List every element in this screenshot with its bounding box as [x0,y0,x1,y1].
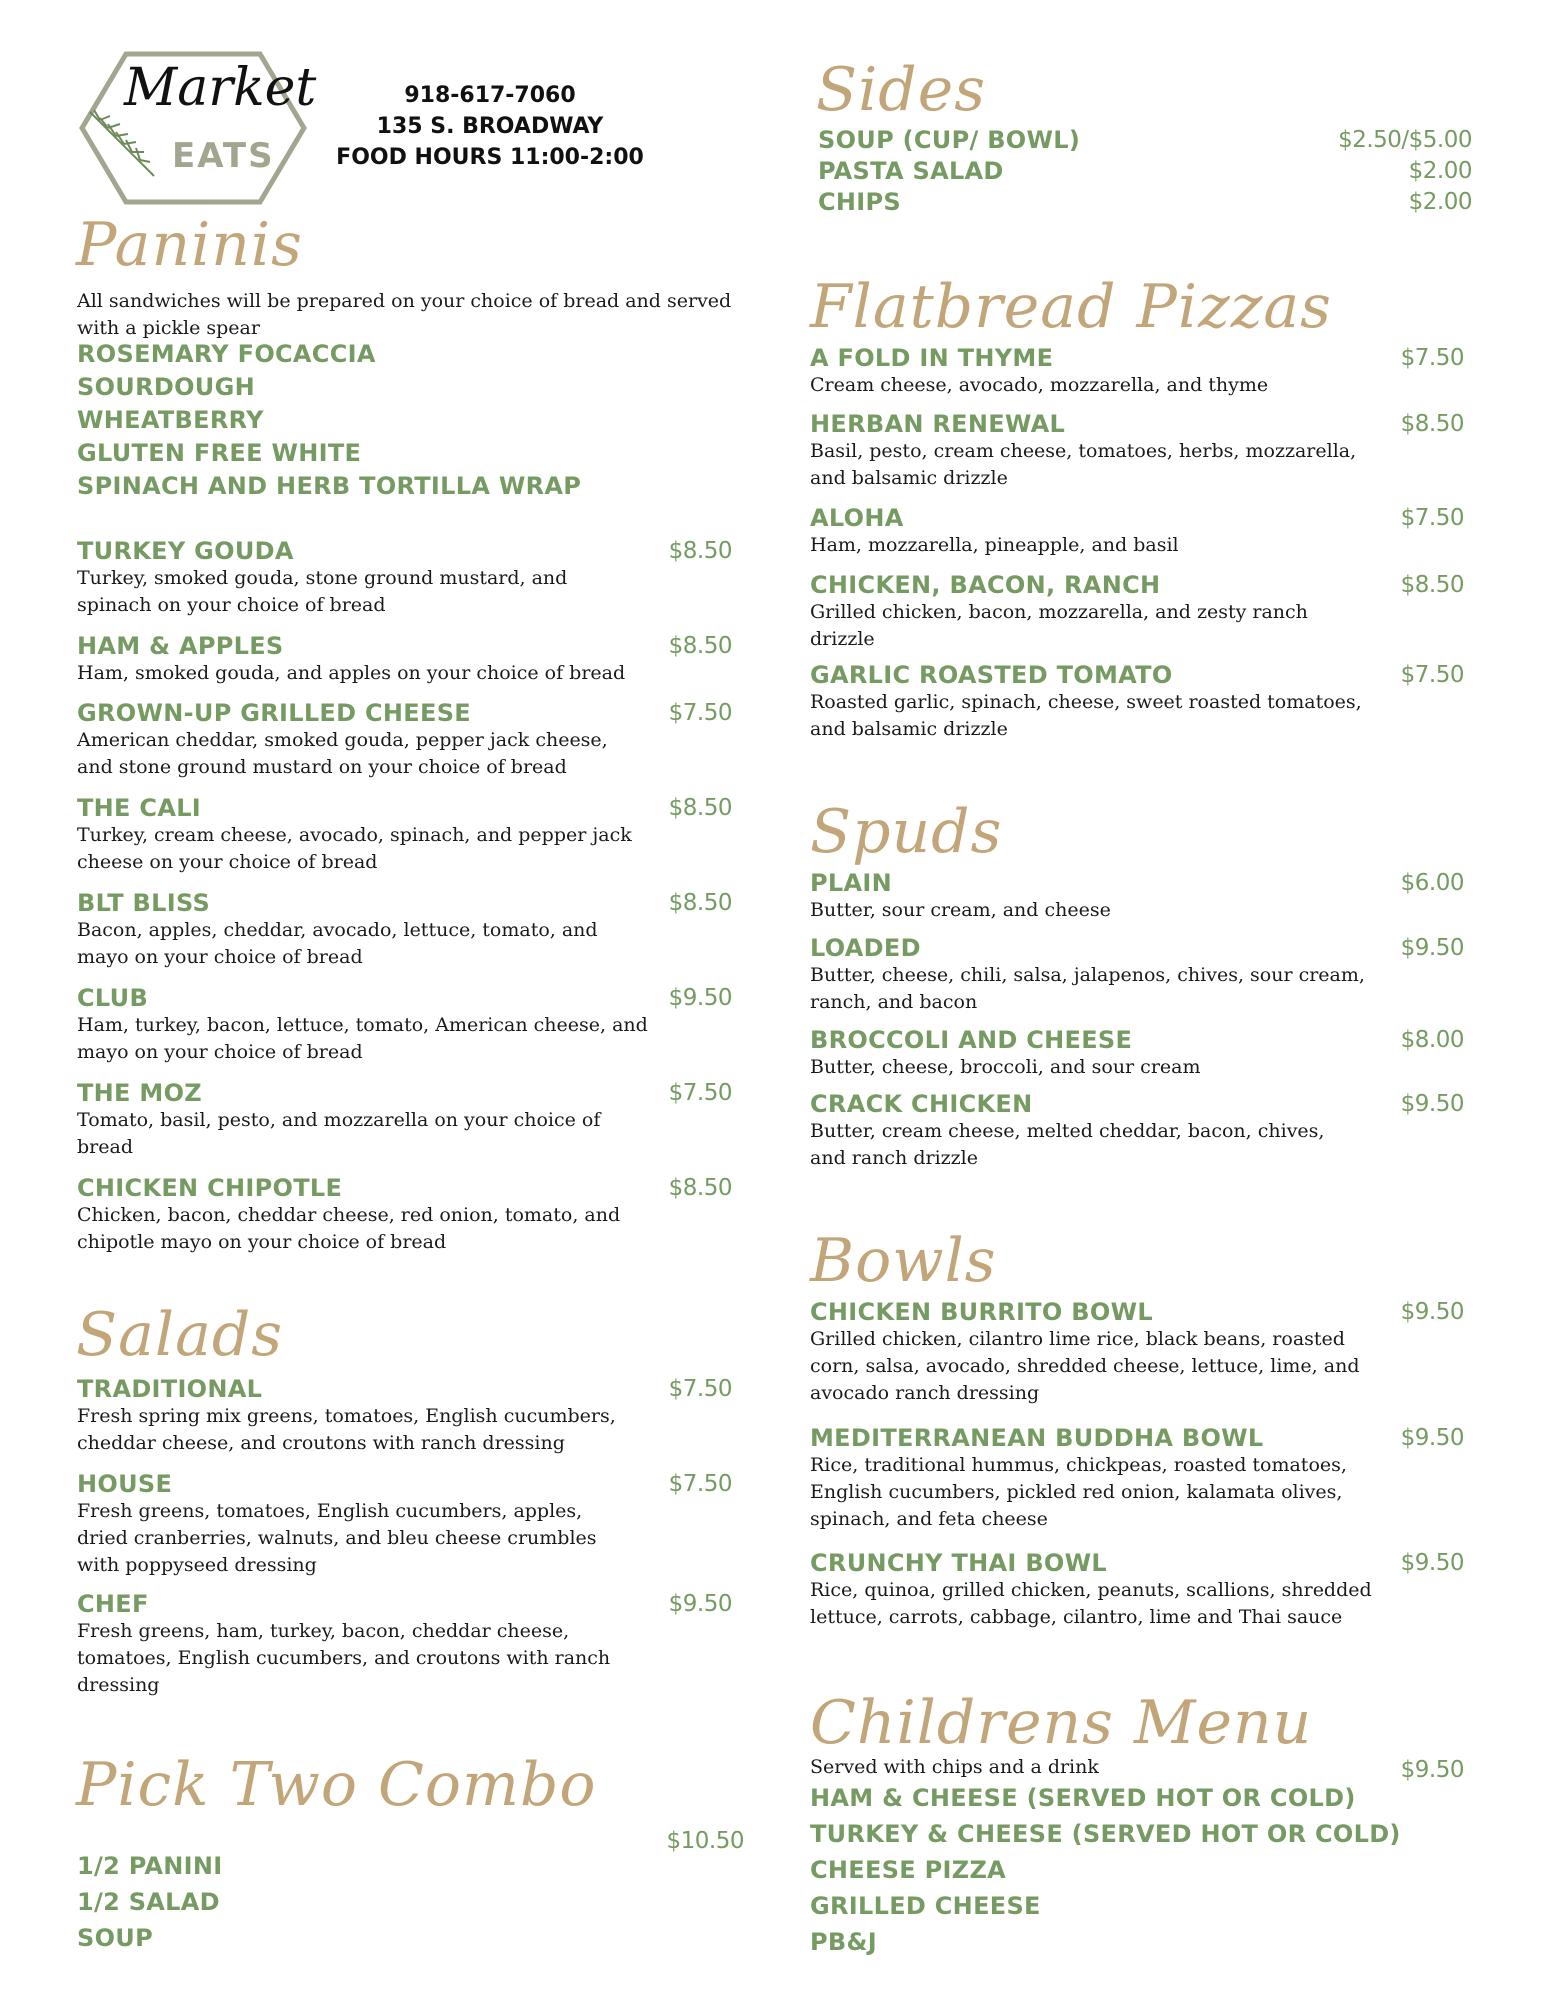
flatbread-item [810,410,1464,492]
childrens-price: $9.50 [1400,1757,1464,1783]
panini-item [77,537,732,619]
item-price: $2.00 [1408,158,1472,184]
item-name: HOUSE [77,1470,173,1498]
item-description: Bacon, apples, cheddar, avocado, lettuce, tomato, and mayo on your choice of bread [77,919,598,968]
item-description: Turkey, cream cheese, avocado, spinach, and pepper jack cheese on your choice of bread [77,824,632,873]
bread-option: SPINACH AND HERB TORTILLA WRAP [77,472,582,500]
item-name: THE CALI [77,794,202,822]
item-name: GARLIC ROASTED TOMATO [810,661,1173,689]
flatbreads-title: Flatbread Pizzas [810,272,1332,342]
side-item [818,157,1472,185]
panini-item [77,632,732,687]
item-name: CLUB [77,984,149,1012]
panini-item [77,889,732,971]
combo-option: 1/2 PANINI [77,1852,223,1880]
item-price: $7.50 [668,1376,732,1402]
item-price: $8.50 [1400,411,1464,437]
flatbread-item [810,504,1464,559]
childrens-item: HAM & CHEESE (SERVED HOT OR COLD) [810,1784,1356,1812]
logo-text: EATS [172,136,275,176]
item-price: $8.50 [1400,572,1464,598]
item-name: CRACK CHICKEN [810,1090,1033,1118]
item-name: MEDITERRANEAN BUDDHA BOWL [810,1424,1264,1452]
item-price: $7.50 [1400,505,1464,531]
combo-option: 1/2 SALAD [77,1888,220,1916]
childrens-title: Childrens Menu [810,1688,1313,1758]
item-description: Grilled chicken, bacon, mozzarella, and zesty ranch drizzle [810,601,1308,650]
item-price: $9.50 [1400,1091,1464,1117]
item-name: CHIPS [818,188,902,216]
item-description: Butter, cream cheese, melted cheddar, bacon, chives, and ranch drizzle [810,1120,1325,1169]
item-price: $7.50 [668,1471,732,1497]
item-name: BLT BLISS [77,889,211,917]
item-name: CHICKEN BURRITO BOWL [810,1298,1153,1326]
item-description: Fresh spring mix greens, tomatoes, English cucumbers, cheddar cheese, and croutons with ranch dressing [77,1405,616,1454]
item-price: $8.50 [668,1175,732,1201]
item-name: BROCCOLI AND CHEESE [810,1026,1133,1054]
salad-item [77,1375,732,1457]
item-name: TRADITIONAL [77,1375,263,1403]
item-price: $8.50 [668,538,732,564]
bowls-title: Bowls [810,1226,997,1296]
childrens-subtitle: Served with chips and a drink [810,1756,1099,1778]
combo-title: Pick Two Combo [76,1750,597,1820]
item-price: $8.50 [668,633,732,659]
salad-item [77,1590,732,1699]
combo-option: SOUP [77,1924,153,1952]
bread-option: GLUTEN FREE WHITE [77,439,362,467]
childrens-items [810,1784,1401,1956]
item-name: CHICKEN CHIPOTLE [77,1174,343,1202]
item-name: TURKEY GOUDA [77,537,294,565]
item-name: PASTA SALAD [818,157,1004,185]
item-price: $2.00 [1408,189,1472,215]
item-price: $6.00 [1400,870,1464,896]
flatbread-item [810,661,1464,743]
panini-item [77,794,732,876]
flatbread-item [810,344,1464,399]
paninis-intro: All sandwiches will be prepared on your choice of bread and served with a pickle spear [77,290,732,339]
bowl-item [810,1298,1464,1407]
phone-number[interactable]: 918-617-7060 [404,83,576,108]
item-price: $7.50 [668,1080,732,1106]
side-item [818,126,1472,154]
item-description: Basil, pesto, cream cheese, tomatoes, herbs, mozzarella, and balsamic drizzle [810,440,1357,489]
item-name: LOADED [810,934,921,962]
item-price: $8.50 [668,795,732,821]
sides-title: Sides [816,55,986,125]
item-name: A FOLD IN THYME [810,344,1054,372]
item-price: $7.50 [1400,345,1464,371]
item-name: SOUP (CUP/ BOWL) [818,126,1081,154]
item-description: Fresh greens, tomatoes, English cucumbers, apples, dried cranberries, walnuts, and bleu cheese crumbles with poppyseed dressing [77,1500,597,1576]
contact-info [330,80,650,173]
item-name: CHICKEN, BACON, RANCH [810,571,1161,599]
bowl-item [810,1424,1464,1533]
item-price: $8.00 [1400,1027,1464,1053]
item-description: Ham, mozzarella, pineapple, and basil [810,534,1179,556]
bread-list [77,340,581,500]
bread-option: SOURDOUGH [77,373,255,401]
item-price: $2.50/$5.00 [1338,127,1472,153]
item-price: $9.50 [1400,935,1464,961]
bowl-item [810,1549,1464,1631]
bread-option: WHEATBERRY [77,406,264,434]
item-description: Butter, cheese, broccoli, and sour cream [810,1056,1201,1078]
spuds-title: Spuds [810,797,1003,867]
item-description: American cheddar, smoked gouda, pepper jack cheese, and stone ground mustard on your choice of bread [77,729,608,778]
food-hours: FOOD HOURS 11:00-2:00 [336,145,644,170]
item-description: Grilled chicken, cilantro lime rice, black beans, roasted corn, salsa, avocado, shredded cheese, lettuce, lime, and avocado ranch dressing [810,1328,1360,1404]
rosemary-icon [90,110,154,176]
item-price: $9.50 [1400,1299,1464,1325]
panini-item [77,984,732,1066]
combo-options [77,1852,223,1952]
item-description: Tomato, basil, pesto, and mozzarella on your choice of bread [77,1109,601,1158]
item-name: HAM & APPLES [77,632,284,660]
item-description: Butter, cheese, chili, salsa, jalapenos, chives, sour cream, ranch, and bacon [810,964,1365,1013]
item-description: Rice, quinoa, grilled chicken, peanuts, scallions, shredded lettuce, carrots, cabbage, cilantro, lime and Thai sauce [810,1579,1372,1628]
logo-script: Market [124,58,317,118]
item-description: Turkey, smoked gouda, stone ground mustard, and spinach on your choice of bread [77,567,568,616]
address: 135 S. BROADWAY [376,114,604,139]
item-price: $7.50 [668,700,732,726]
item-price: $9.50 [1400,1425,1464,1451]
item-price: $7.50 [1400,662,1464,688]
logo [78,50,317,206]
item-price: $9.50 [1400,1550,1464,1576]
item-name: CRUNCHY THAI BOWL [810,1549,1107,1577]
combo-price: $10.50 [666,1828,744,1854]
item-name: ALOHA [810,504,904,532]
item-name: PLAIN [810,869,892,897]
salads-title: Salads [76,1300,284,1370]
item-description: Cream cheese, avocado, mozzarella, and thyme [810,374,1269,396]
item-description: Ham, turkey, bacon, lettuce, tomato, American cheese, and mayo on your choice of bread [77,1014,648,1063]
item-description: Rice, traditional hummus, chickpeas, roasted tomatoes, English cucumbers, pickled red onion, kalamata olives, spinach, and feta cheese [810,1454,1347,1530]
childrens-item: GRILLED CHEESE [810,1892,1041,1920]
item-description: Fresh greens, ham, turkey, bacon, cheddar cheese, tomatoes, English cucumbers, and croutons with ranch dressing [77,1620,611,1696]
flatbread-item [810,571,1464,653]
item-description: Chicken, bacon, cheddar cheese, red onion, tomato, and chipotle mayo on your choice of bread [77,1204,621,1253]
childrens-item: TURKEY & CHEESE (SERVED HOT OR COLD) [810,1820,1401,1848]
item-description: Ham, smoked gouda, and apples on your choice of bread [77,662,626,684]
item-name: CHEF [77,1590,149,1618]
item-name: HERBAN RENEWAL [810,410,1066,438]
item-description: Roasted garlic, spinach, cheese, sweet roasted tomatoes, and balsamic drizzle [810,691,1362,740]
item-name: THE MOZ [77,1079,202,1107]
panini-item [77,1174,732,1256]
item-price: $9.50 [668,1591,732,1617]
spud-item [810,1026,1464,1081]
side-item [818,188,1472,216]
childrens-item: PB&J [810,1928,877,1956]
salad-item [77,1470,732,1579]
panini-item [77,699,732,781]
bread-option: ROSEMARY FOCACCIA [77,340,376,368]
paninis-title: Paninis [76,210,303,280]
item-price: $8.50 [668,890,732,916]
item-name: GROWN-UP GRILLED CHEESE [77,699,471,727]
item-description: Butter, sour cream, and cheese [810,899,1111,921]
spud-item [810,1090,1464,1172]
panini-item [77,1079,732,1161]
spud-item [810,934,1464,1016]
item-price: $9.50 [668,985,732,1011]
spud-item [810,869,1464,924]
childrens-item: CHEESE PIZZA [810,1856,1007,1884]
